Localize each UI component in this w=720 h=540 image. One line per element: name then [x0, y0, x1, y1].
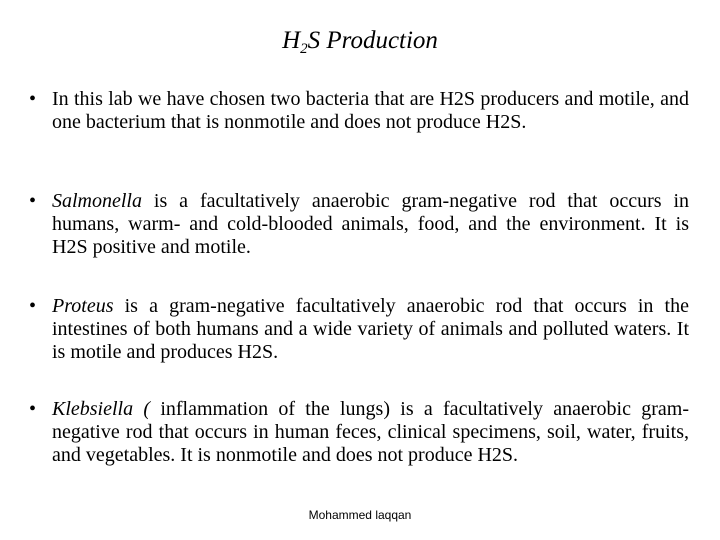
bullet-klebsiella [52, 398, 689, 467]
bullet-salmonella-text: is a facultatively anaerobic gram-negative rod that occurs in humans, warm- and cold-blooded animals, food, and the environment. It is H2S positive and motile. [52, 190, 689, 258]
bullet-salmonella [52, 190, 689, 259]
bullet-marker: • [29, 398, 37, 420]
bullet-marker: • [29, 295, 37, 317]
bullet-proteus [52, 295, 689, 364]
organism-name-proteus: Proteus [52, 295, 114, 317]
bullet-intro-text: In this lab we have chosen two bacteria that are H2S producers and motile, and one bacterium that is nonmotile and does not produce H2S. [52, 88, 689, 133]
bullet-klebsiella-text: inflammation of the lungs) is a facultatively anaerobic gram-negative rod that occurs in human feces, clinical specimens, soil, water, fruits, and vegetables. It is nonmotile and does not produce H2S. [52, 398, 690, 466]
title-subscript: 2 [300, 41, 308, 57]
title-rest: S Production [307, 27, 438, 54]
footer-author: Mohammed laqqan [308, 508, 412, 522]
bullet-marker: • [29, 88, 37, 110]
organism-name-salmonella: Salmonella [52, 190, 142, 212]
organism-name-klebsiella: Klebsiella ( [52, 398, 151, 420]
bullet-marker: • [29, 190, 37, 212]
bullet-proteus-text: is a gram-negative facultatively anaerobic rod that occurs in the intestines of both humans and a wide variety of animals and polluted waters. It is motile and produces H2S. [52, 295, 689, 363]
title-main: H [282, 27, 301, 54]
bullet-intro [52, 88, 689, 134]
